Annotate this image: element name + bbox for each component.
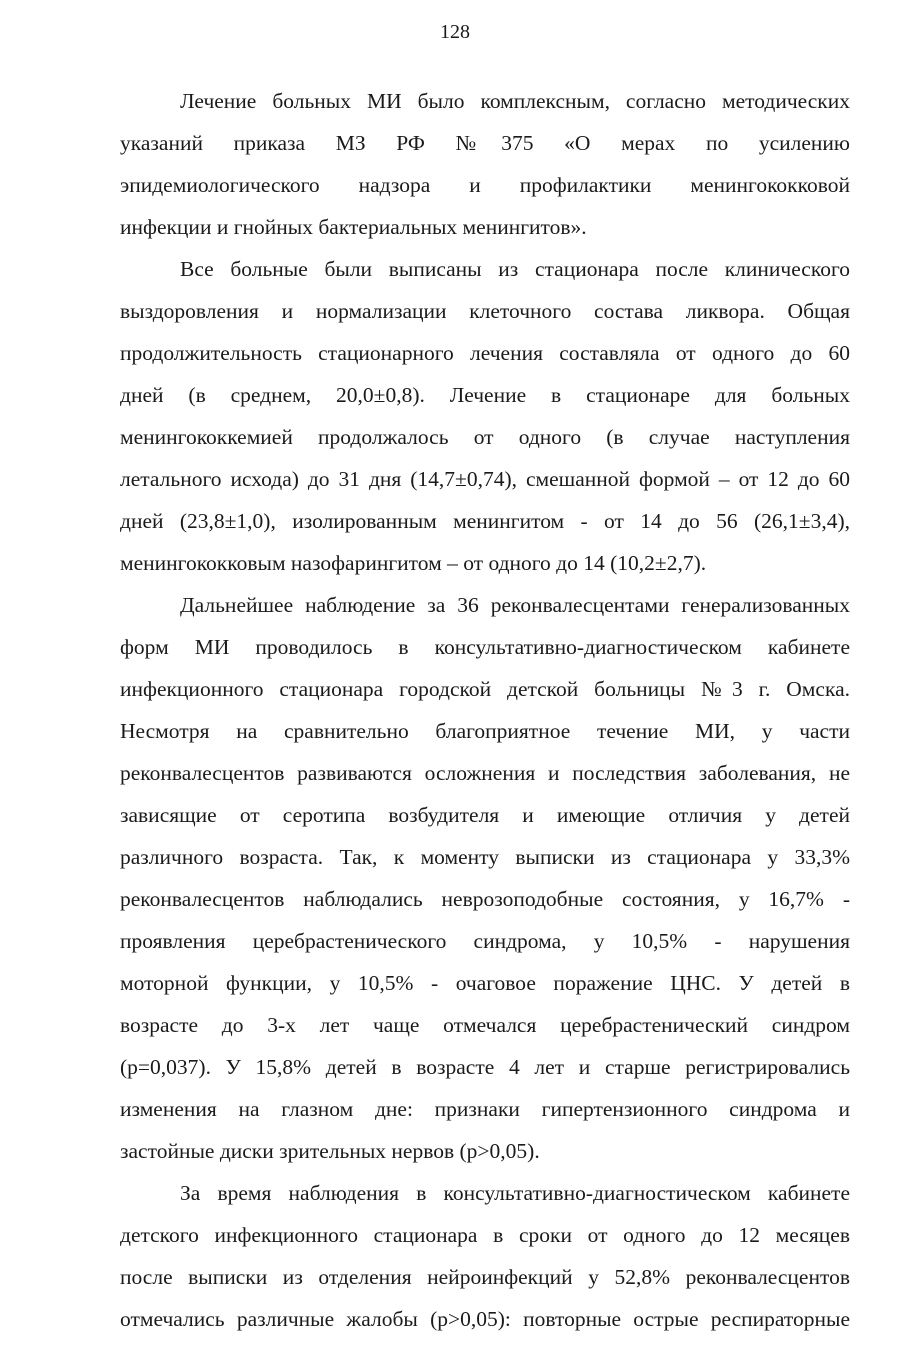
paragraph-treatment xyxy=(60,80,850,248)
text-line: форм МИ проводилось в консультативно-диагностическом кабинете xyxy=(120,635,850,659)
text-line: менингококковым назофарингитом – от одного до 14 (10,2±2,7). xyxy=(120,551,707,575)
text-line: менингококкемией продолжалось от одного (в случае наступления xyxy=(120,425,850,449)
text-line: инфекции и гнойных бактериальных менингитов». xyxy=(120,215,587,239)
text-line: Дальнейшее наблюдение за 36 реконвалесцентами генерализованных xyxy=(180,593,850,617)
text-line: моторной функции, у 10,5% - очаговое поражение ЦНС. У детей в xyxy=(120,971,850,995)
text-line: эпидемиологического надзора и профилактики менингококковой xyxy=(120,173,850,197)
text-line: За время наблюдения в консультативно-диагностическом кабинете xyxy=(180,1181,850,1205)
text-line: выздоровления и нормализации клеточного состава ликвора. Общая xyxy=(120,299,850,323)
text-line: проявления церебрастенического синдрома, у 10,5% - нарушения xyxy=(120,929,850,953)
text-line: различного возраста. Так, к моменту выписки из стационара у 33,3% xyxy=(120,845,850,869)
text-line: изменения на глазном дне: признаки гипертензионного синдрома и xyxy=(120,1097,850,1121)
text-line: возрасте до 3-х лет чаще отмечался церебрастенический синдром xyxy=(120,1013,850,1037)
paragraph-discharge xyxy=(60,248,850,584)
text-line: продолжительность стационарного лечения составляла от одного до 60 xyxy=(120,341,850,365)
text-line: отмечались различные жалобы (р>0,05): повторные острые респираторные xyxy=(120,1307,850,1331)
text-line: (р=0,037). У 15,8% детей в возрасте 4 лет и старше регистрировались xyxy=(120,1055,850,1079)
text-line: указаний приказа МЗ РФ №375 «О мерах по усилению xyxy=(120,131,850,155)
text-line: после выписки из отделения нейроинфекций у 52,8% реконвалесцентов xyxy=(120,1265,850,1289)
text-line: Несмотря на сравнительно благоприятное течение МИ, у части xyxy=(120,719,850,743)
text-line: детского инфекционного стационара в сроки от одного до 12 месяцев xyxy=(120,1223,850,1247)
text-line: дней (23,8±1,0), изолированным менингитом - от 14 до 56 (26,1±3,4), xyxy=(120,509,850,533)
text-line: Лечение больных МИ было комплексным, согласно методических xyxy=(180,89,850,113)
text-line: зависящие от серотипа возбудителя и имеющие отличия у детей xyxy=(120,803,850,827)
text-line: Все больные были выписаны из стационара после клинического xyxy=(180,257,850,281)
paragraph-follow-up xyxy=(60,584,850,1172)
text-line: реконвалесцентов наблюдались неврозоподобные состояния, у 16,7% - xyxy=(120,887,850,911)
text-line: летального исхода) до 31 дня (14,7±0,74), смешанной формой – от 12 до 60 xyxy=(120,467,850,491)
text-line: инфекционного стационара городской детской больницы №3 г. Омска. xyxy=(120,677,850,701)
text-line: дней (в среднем, 20,0±0,8). Лечение в стационаре для больных xyxy=(120,383,850,407)
page-number: 128 xyxy=(440,21,470,43)
text-line: застойные диски зрительных нервов (р>0,05). xyxy=(120,1139,540,1163)
text-line: реконвалесцентов развиваются осложнения и последствия заболевания, не xyxy=(120,761,850,785)
document-page xyxy=(60,18,850,1340)
paragraph-observation xyxy=(60,1172,850,1340)
